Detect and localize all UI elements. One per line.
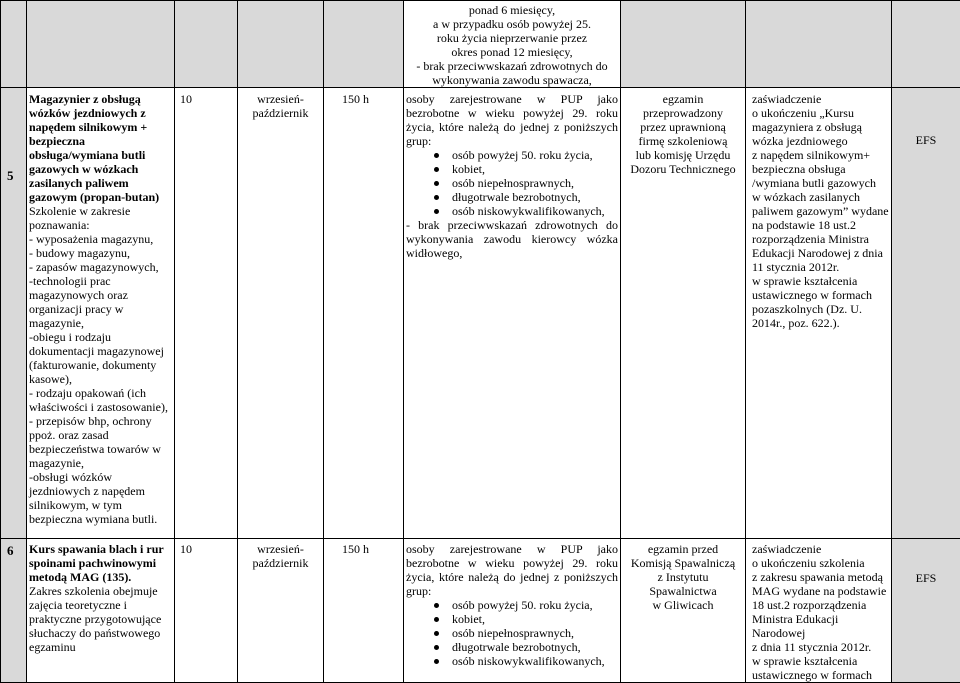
lp-number: 6 [1,539,27,683]
participants-cell [175,1,238,88]
requirements-list [406,598,618,668]
list-item: osób powyżej 50. roku życia, [434,598,618,612]
table-row [1,539,960,683]
requirements-intro: osoby zarejestrowane w PUP jako bezrobotne w wieku powyżej 29. roku życia, które należą do jednej z poniższych grup: [406,542,618,598]
lp-cell [1,1,27,88]
list-item: osób powyżej 50. roku życia, [434,148,618,162]
exam-info: egzamin przeprowadzony przez uprawnioną firmę szkoleniową lub komisję Urzędu Dozoru Technicznego [621,88,746,539]
hours-cell [324,1,404,88]
certificate-info: zaświadczenie o ukończeniu „Kursu magazyniera z obsługą wózka jezdniowego z napędem silnikowym+ bezpieczna obsługa /wymiana butli gazowych w wózkach zasilanych paliwem gazowym” wydane na podstawie 18 ust.2 rozporządzenia Ministra Edukacji Narodowej z dnia 11 stycznia 2012r. w sprawie kształcenia ustawicznego w formach pozaszkolnych (Dz. U. 2014r., poz. 622.). [746,88,892,539]
list-item: długotrwale bezrobotnych, [434,640,618,654]
requirements-line: ponad 6 miesięcy, [406,3,618,17]
term-cell [238,1,324,88]
exam-info: egzamin przed Komisją Spawalniczą z Instytutu Spawalnictwa w Gliwicach [621,539,746,683]
course-hours: 150 h [324,88,404,539]
exam-cell [621,1,746,88]
requirements-cell [404,539,621,683]
requirements-line: a w przypadku osób powyżej 25. [406,17,618,31]
requirements-line: wykonywania zawodu spawacza, [406,73,618,87]
lp-number: 5 [1,88,27,539]
list-item: osób niskowykwalifikowanych, [434,654,618,668]
course-name-cell [27,539,175,683]
course-term: wrzesień- październik [238,88,324,539]
requirements-intro: osoby zarejestrowane w PUP jako bezrobotne w wieku powyżej 29. roku życia, które należą do jednej z poniższych grup: [406,92,618,148]
requirements-line: okres ponad 12 miesięcy, [406,45,618,59]
course-name-cell [27,1,175,88]
list-item: osób niepełnosprawnych, [434,176,618,190]
certificate-cell [746,1,892,88]
requirements-line: - brak przeciwwskazań zdrowotnych do [406,59,618,73]
table-row [1,88,960,539]
funding-cell [892,1,960,88]
requirements-line: roku życia nieprzerwanie przez [406,31,618,45]
list-item: długotrwale bezrobotnych, [434,190,618,204]
list-item: osób niskowykwalifikowanych, [434,204,618,218]
requirements-cell [404,1,621,88]
list-item: osób niepełnosprawnych, [434,626,618,640]
list-item: kobiet, [434,612,618,626]
list-item: kobiet, [434,162,618,176]
course-details: Zakres szkolenia obejmuje zajęcia teoretyczne i praktyczne przygotowujące słuchaczy do państwowego egzaminu [29,584,172,654]
course-title: Magazynier z obsługą wózków jezdniowych z napędem silnikowym + bezpieczna obsługa/wymiana butli gazowych w wózkach zasilanych paliwem gazowym (propan-butan) [29,92,172,204]
course-hours: 150 h [324,539,404,683]
requirements-outro: - brak przeciwwskazań zdrowotnych do wykonywania zawodu kierowcy wózka widłowego, [406,218,618,260]
funding-source: EFS [892,88,960,539]
participants-count: 10 [175,88,238,539]
funding-source: EFS [892,539,960,683]
course-title: Kurs spawania blach i rur spoinami pachwinowymi metodą MAG (135). [29,542,172,584]
requirements-list [406,148,618,218]
requirements-cell [404,88,621,539]
course-details: Szkolenie w zakresie poznawania: - wyposażenia magazynu, - budowy magazynu, - zapasów magazynowych, -technologii prac magazynowych oraz organizacji pracy w magazynie, -obiegu i rodzaju dokumentacji magazynowej (fakturowanie, dokumenty kasowe), - rodzaju opakowań (ich właściwości i zastosowanie), - przepisów bhp, ochrony ppoż. oraz zasad bezpieczeństwa towarów w magazynie, -obsługi wózków jezdniowych z napędem silnikowym, w tym bezpieczna wymiana butli. [29,204,172,526]
table-row [1,1,960,88]
certificate-info: zaświadczenie o ukończeniu szkolenia z zakresu spawania metodą MAG wydane na podstawie 18 ust.2 rozporządzenia Ministra Edukacji Narodowej z dnia 11 stycznia 2012r. w sprawie kształcenia ustawicznego w formach [746,539,892,683]
course-name-cell [27,88,175,539]
participants-count: 10 [175,539,238,683]
course-term: wrzesień- październik [238,539,324,683]
